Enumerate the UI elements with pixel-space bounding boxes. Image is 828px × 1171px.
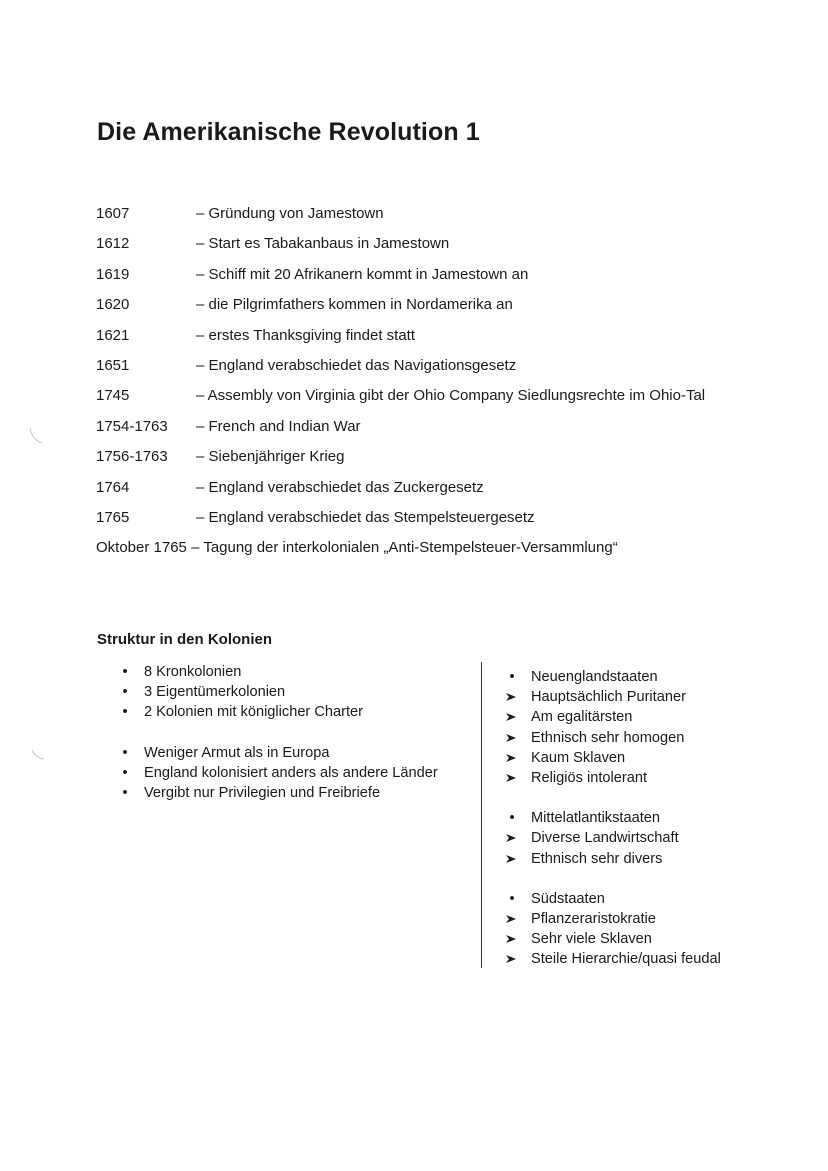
timeline-row xyxy=(96,509,796,539)
timeline-row xyxy=(96,266,796,296)
timeline-year: 1620 xyxy=(96,296,130,314)
timeline-event: – Tagung der interkolonialen „Anti-Stempelsteuer-Versammlung“ xyxy=(191,539,618,557)
timeline-year: 1765 xyxy=(96,508,130,526)
scan-mark xyxy=(30,748,46,762)
timeline-event: – England verabschiedet das Stempelsteuergesetz xyxy=(196,508,535,526)
list-item xyxy=(118,743,478,763)
list-item-text: England kolonisiert anders als andere Länder xyxy=(144,764,438,781)
timeline-year: Oktober 1765 xyxy=(96,539,187,557)
bullet-icon: • xyxy=(122,785,128,802)
list-item xyxy=(118,682,478,702)
list-item xyxy=(505,748,805,768)
timeline-event: – England verabschiedet das Navigationsgesetz xyxy=(196,356,517,374)
timeline-event: – French and Indian War xyxy=(196,417,361,435)
timeline-row xyxy=(96,357,796,387)
section-heading: Struktur in den Kolonien xyxy=(97,631,272,648)
timeline-year: 1612 xyxy=(96,235,130,253)
timeline-year: 1651 xyxy=(96,356,130,374)
region-name: Südstaaten xyxy=(531,890,605,907)
timeline-row xyxy=(96,539,796,569)
list-item xyxy=(505,949,805,969)
timeline-year: 1621 xyxy=(96,326,130,344)
list-item-text: Hauptsächlich Puritaner xyxy=(531,689,686,706)
timeline-event: – Assembly von Virginia gibt der Ohio Company Siedlungsrechte im Ohio-Tal xyxy=(196,387,706,405)
timeline-year: 1745 xyxy=(96,387,130,405)
timeline-event: – Schiff mit 20 Afrikanern kommt in Jamestown an xyxy=(196,265,529,283)
region-heading xyxy=(505,889,805,909)
list-item-text: Weniger Armut als in Europa xyxy=(144,744,330,761)
arrow-bullet-icon xyxy=(505,954,517,964)
timeline-year: 1756-1763 xyxy=(96,448,168,466)
region-name: Mittelatlantikstaaten xyxy=(531,810,660,827)
list-item xyxy=(118,763,478,783)
list-item xyxy=(505,768,805,788)
timeline-row xyxy=(96,235,796,265)
list-item xyxy=(505,909,805,929)
timeline-row xyxy=(96,387,796,417)
bullet-icon: • xyxy=(509,810,515,827)
timeline-row xyxy=(96,479,796,509)
scan-mark xyxy=(28,426,44,446)
bullet-icon: • xyxy=(122,684,128,701)
column-divider xyxy=(481,662,482,968)
regions-list xyxy=(505,667,805,970)
list-item-text: Am egalitärsten xyxy=(531,709,633,726)
timeline-event: – England verabschiedet das Zuckergesetz xyxy=(196,478,484,496)
list-item xyxy=(505,828,805,848)
list-item-text: 8 Kronkolonien xyxy=(144,664,242,680)
list-item xyxy=(118,783,478,803)
list-item-text: Ethnisch sehr homogen xyxy=(531,729,685,746)
list-item xyxy=(118,702,478,722)
list-item-text: 3 Eigentümerkolonien xyxy=(144,684,286,701)
timeline-year: 1619 xyxy=(96,265,130,283)
timeline-row xyxy=(96,205,796,235)
list-item xyxy=(118,662,478,682)
bullet-icon: • xyxy=(509,669,515,685)
arrow-bullet-icon xyxy=(505,833,517,843)
list-item xyxy=(505,707,805,727)
timeline-row xyxy=(96,448,796,478)
page-title: Die Amerikanische Revolution 1 xyxy=(97,118,480,146)
list-item xyxy=(505,728,805,748)
timeline-row xyxy=(96,418,796,448)
timeline-event: – Start es Tabakanbaus in Jamestown xyxy=(196,235,450,253)
list-item-text: Vergibt nur Privilegien und Freibriefe xyxy=(144,785,381,802)
list-item xyxy=(505,849,805,869)
timeline-event: – erstes Thanksgiving findet statt xyxy=(196,326,416,344)
list-item-text: Religiös intolerant xyxy=(531,770,648,787)
arrow-bullet-icon xyxy=(505,934,517,944)
arrow-bullet-icon xyxy=(505,733,517,743)
arrow-bullet-icon xyxy=(505,712,517,722)
arrow-bullet-icon xyxy=(505,914,517,924)
list-item xyxy=(505,929,805,949)
timeline-row xyxy=(96,296,796,326)
arrow-bullet-icon xyxy=(505,854,517,864)
bullet-icon: • xyxy=(122,664,128,680)
bullet-icon: • xyxy=(122,704,128,721)
list-item-text: 2 Kolonien mit königlicher Charter xyxy=(144,704,364,721)
timeline-row xyxy=(96,327,796,357)
list-item-text: Steile Hierarchie/quasi feudal xyxy=(531,951,721,968)
timeline-year: 1607 xyxy=(96,205,130,222)
list-item-text: Kaum Sklaven xyxy=(531,749,626,766)
timeline-event: – Gründung von Jamestown xyxy=(196,205,384,222)
list-item-text: Sehr viele Sklaven xyxy=(531,931,652,948)
bullet-icon: • xyxy=(122,744,128,761)
list-item-text: Ethnisch sehr divers xyxy=(531,850,663,867)
timeline xyxy=(96,205,796,570)
region-name: Neuenglandstaaten xyxy=(531,669,658,685)
bullet-icon: • xyxy=(122,764,128,781)
list-item xyxy=(505,687,805,707)
list-item-text: Diverse Landwirtschaft xyxy=(531,830,679,847)
timeline-event: – die Pilgrimfathers kommen in Nordamerika an xyxy=(196,296,513,314)
timeline-event: – Siebenjähriger Krieg xyxy=(196,448,345,466)
arrow-bullet-icon xyxy=(505,692,517,702)
list-item-text: Pflanzeraristokratie xyxy=(531,911,656,928)
region-heading xyxy=(505,808,805,828)
bullet-icon: • xyxy=(509,890,515,907)
colony-structure-list xyxy=(118,662,478,803)
timeline-year: 1754-1763 xyxy=(96,417,168,435)
arrow-bullet-icon xyxy=(505,753,517,763)
timeline-year: 1764 xyxy=(96,478,130,496)
region-heading xyxy=(505,667,805,687)
arrow-bullet-icon xyxy=(505,773,517,783)
